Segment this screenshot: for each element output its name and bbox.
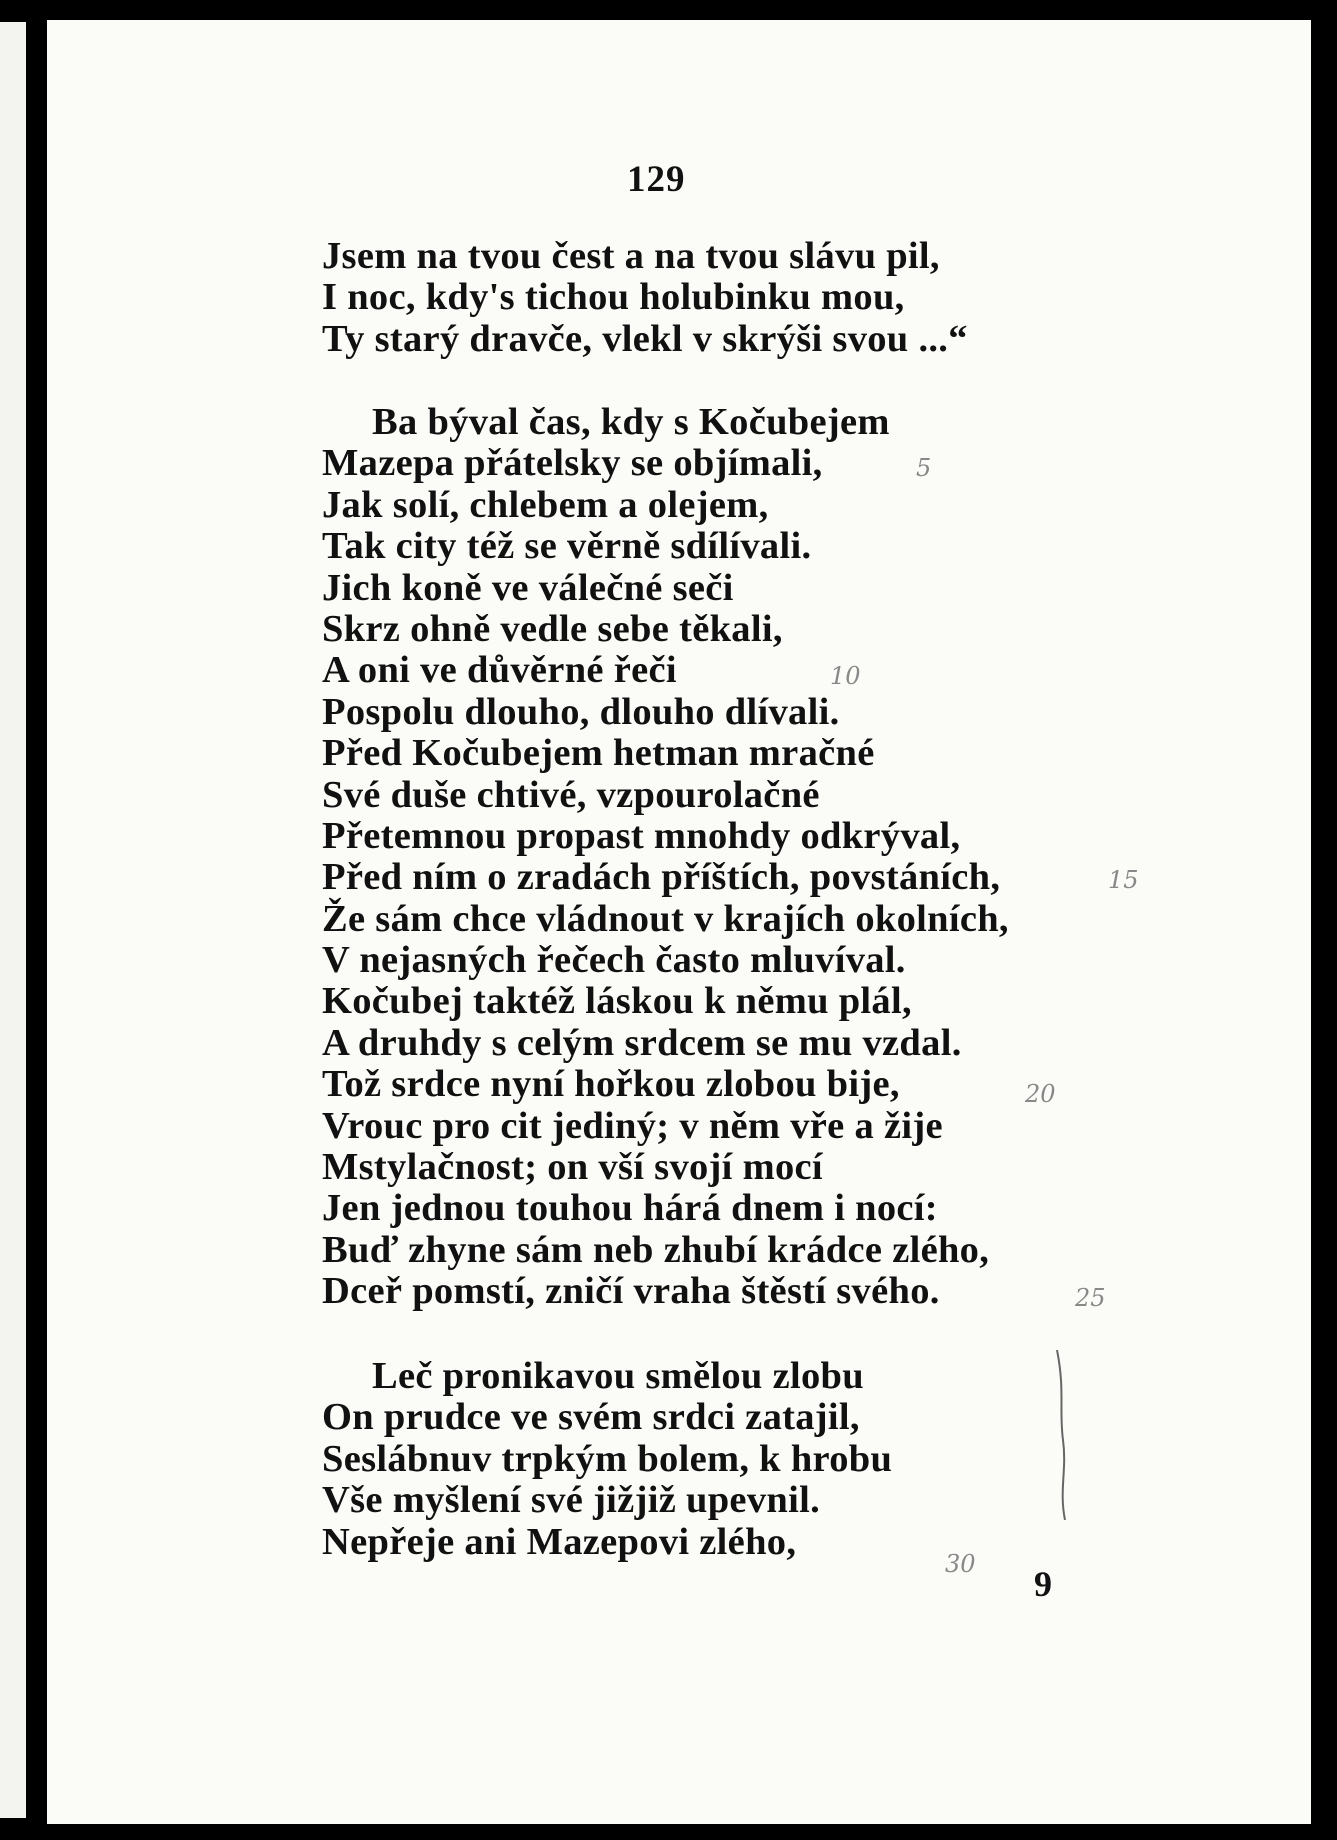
margin-note: 10 [830,662,861,690]
verse-line: Tak city též se věrně sdílívali. [322,525,812,568]
verse-line: Pospolu dlouho, dlouho dlívali. [322,690,840,733]
verse-line: Mstylačnost; on vší svojí mocí [322,1146,823,1189]
verse-line: Vrouc pro cit jediný; v něm vře a žije [322,1104,943,1147]
verse-line: V nejasných řečech často mluvíval. [322,939,906,982]
margin-note: 25 [1075,1284,1106,1312]
previous-page-edge [0,22,26,1818]
margin-note: 5 [916,454,932,482]
verse-line: Před ním o zradách příštích, povstáních, [322,856,1001,899]
verse-line: Ba býval čas, kdy s Kočubejem [372,401,890,443]
verse-line: A druhdy s celým srdcem se mu vzdal. [322,1021,962,1064]
verse-line: On prudce ve svém srdci zatajil, [322,1396,860,1439]
verse-line: Nepřeje ani Mazepovi zlého, [322,1520,797,1563]
verse-line: Dceř pomstí, zničí vraha štěstí svého. [322,1270,940,1313]
verse-line: Že sám chce vládnout v krajích okolních, [322,897,1009,940]
verse-line: Jak solí, chlebem a olejem, [322,483,769,526]
page-number: 129 [627,159,686,200]
verse-line: Před Kočubejem hetman mračné [322,732,875,775]
stanza-2 [322,402,1009,1313]
margin-bracket-mark [1055,1350,1073,1520]
verse-line: Své duše chtivé, vzpourolačné [322,773,820,816]
stanza-3 [322,1356,892,1563]
verse-line: Mazepa přátelsky se objímali, [322,442,823,485]
verse-line: Buď zhyne sám neb zhubí krádce zlého, [322,1228,990,1271]
margin-note: 15 [1108,866,1139,894]
verse-line: Leč pronikavou smělou zlobu [372,1355,864,1397]
verse-line: Vše myšlení své jižjiž upevnil. [322,1479,820,1522]
margin-note: 30 [945,1550,976,1578]
verse-line: Ty starý dravče, vlekl v skrýši svou ...“ [322,317,968,360]
margin-note: 20 [1025,1080,1056,1108]
verse-line: Jich koně ve válečné seči [322,566,734,609]
verse-line: Přetemnou propast mnohdy odkrýval, [322,814,961,857]
verse-line: Jen jednou touhou hárá dnem i nocí: [322,1187,938,1230]
stanza-1 [322,236,968,360]
verse-line: Kočubej taktéž láskou k němu plál, [322,980,912,1023]
verse-line: Seslábnuv trpkým bolem, k hrobu [322,1437,893,1480]
verse-line: Jsem na tvou čest a na tvou slávu pil, [322,235,940,277]
verse-line: Skrz ohně vedle sebe těkali, [322,607,783,650]
verse-line: I noc, kdy's tichou holubinku mou, [322,276,905,319]
signature-mark: 9 [1034,1564,1052,1604]
verse-line: A oni ve důvěrné řeči [322,649,677,692]
verse-line: Tož srdce nyní hořkou zlobou bije, [322,1063,900,1106]
